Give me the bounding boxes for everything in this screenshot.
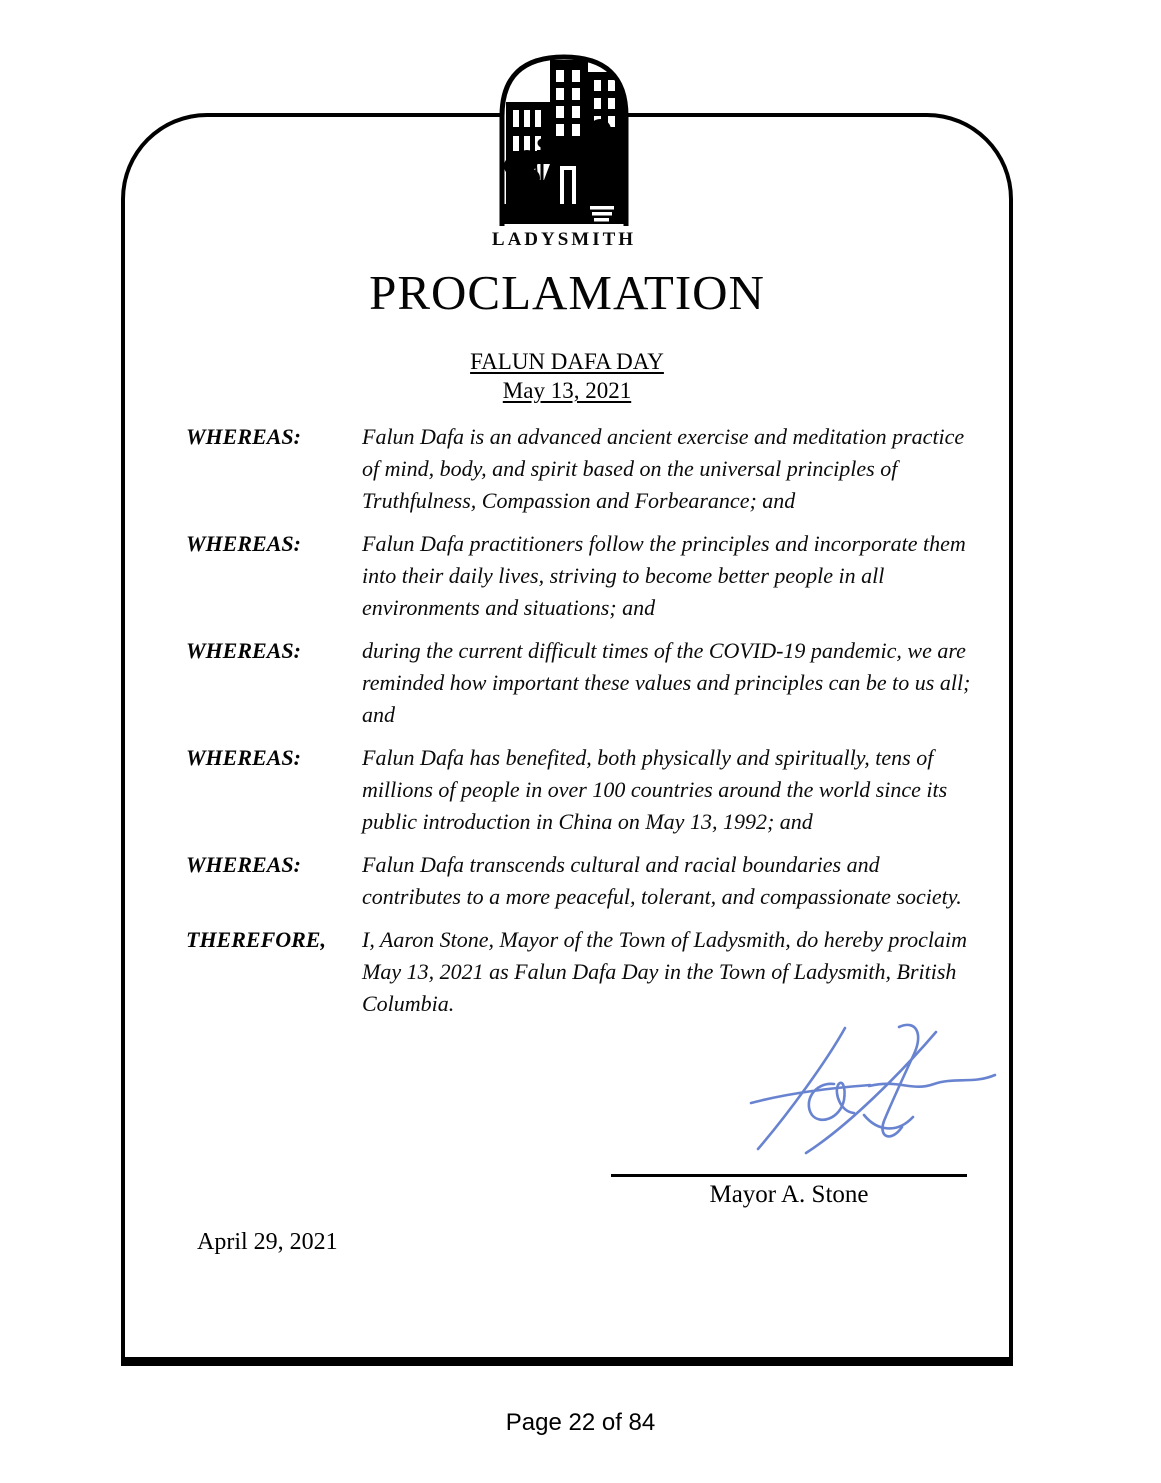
- page-title: PROCLAMATION: [369, 265, 765, 320]
- clause-label: WHEREAS:: [186, 852, 301, 877]
- clause-label: WHEREAS:: [186, 531, 301, 556]
- clause-text: I, Aaron Stone, Mayor of the Town of Ladysmith, do hereby proclaim May 13, 2021 as Falun Dafa Day in the Town of Ladysmith, British Columbia.: [362, 927, 967, 1016]
- ladysmith-logo: [491, 46, 637, 251]
- mayor-signature-ink: [748, 1022, 998, 1157]
- subtitle-event: [121, 347, 1013, 376]
- clause-row: [186, 421, 990, 517]
- clause-row: [186, 742, 990, 838]
- clause-row: [186, 528, 990, 624]
- clause-row: [186, 849, 990, 913]
- clause-label: THEREFORE,: [186, 927, 326, 952]
- clause-text: Falun Dafa has benefited, both physically and spiritually, tens of millions of people in over 100 countries around the world since its public introduction in China on May 13, 1992; and: [362, 745, 948, 834]
- ladysmith-logo-wordmark: LADYSMITH: [491, 229, 637, 250]
- subtitle-event-text: FALUN DAFA DAY: [470, 349, 664, 374]
- page-number: Page 22 of 84: [505, 1409, 656, 1436]
- signer-name: Mayor A. Stone: [709, 1181, 869, 1208]
- ladysmith-logo-illustration: [494, 46, 634, 228]
- clause-row: [186, 635, 990, 731]
- clause-label: WHEREAS:: [186, 638, 301, 663]
- issue-date: April 29, 2021: [197, 1229, 338, 1255]
- clause-text: Falun Dafa is an advanced ancient exercise and meditation practice of mind, body, and spirit based on the universal principles of Truthfulness, Compassion and Forbearance; and: [362, 424, 965, 513]
- signature-line: [611, 1174, 967, 1177]
- subtitle-date-text: May 13, 2021: [502, 378, 632, 403]
- clause-list: [186, 421, 990, 1031]
- clause-text: Falun Dafa transcends cultural and racial boundaries and contributes to a more peaceful, tolerant, and compassionate society.: [362, 852, 962, 909]
- subtitle-date: [121, 376, 1013, 405]
- clause-row: [186, 924, 990, 1020]
- clause-text: Falun Dafa practitioners follow the principles and incorporate them into their daily lives, striving to become better people in all environments and situations; and: [362, 531, 966, 620]
- clause-label: WHEREAS:: [186, 424, 301, 449]
- clause-label: WHEREAS:: [186, 745, 301, 770]
- clause-text: during the current difficult times of the COVID-19 pandemic, we are reminded how important these values and principles can be to us all; and: [362, 638, 971, 727]
- subtitle-block: [121, 347, 1013, 405]
